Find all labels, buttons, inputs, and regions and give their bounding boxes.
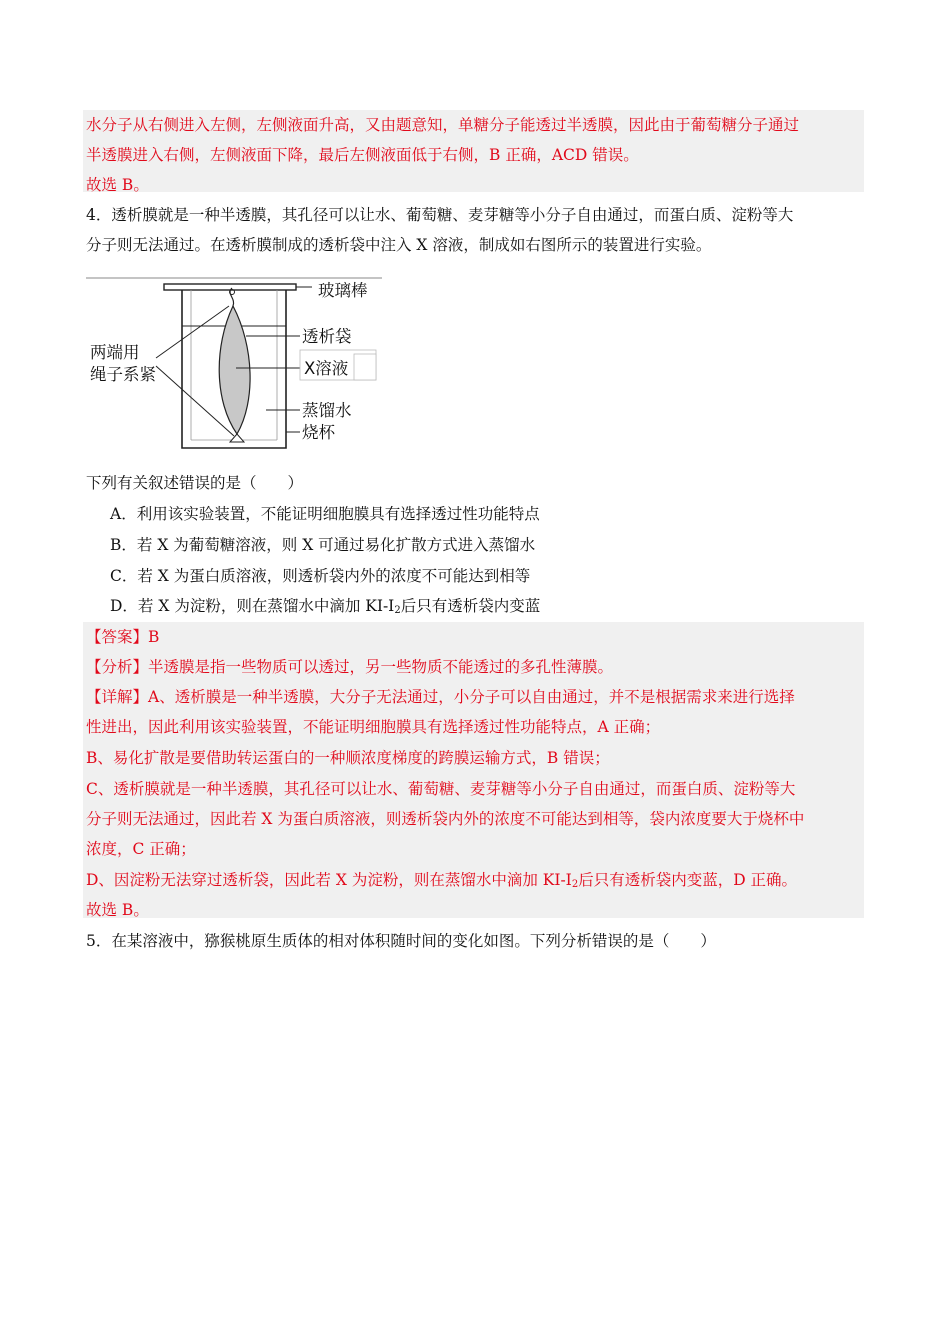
- q4-option-a: A．利用该实验装置，不能证明细胞膜具有选择透过性功能特点: [110, 505, 540, 523]
- q4-conclusion: 故选 B。: [86, 901, 149, 919]
- glass-rod-label: 玻璃棒: [318, 281, 368, 300]
- x-solution-label: X溶液: [304, 359, 349, 378]
- dialysis-apparatus-figure: [86, 276, 386, 456]
- q5-stem: 5．在某溶液中，猕猴桃原生质体的相对体积随时间的变化如图。下列分析错误的是（ ）: [86, 932, 716, 950]
- q4-detail-line-4: C、透析膜就是一种半透膜，其孔径可以让水、葡萄糖、麦芽糖等小分子自由通过，而蛋白质、淀粉等大: [86, 780, 796, 798]
- q4-question: 下列有关叙述错误的是（ ）: [86, 474, 304, 492]
- q4-option-d-text-end: 后只有透析袋内变蓝: [400, 597, 541, 615]
- prev-detail-line-1: 水分子从右侧进入左侧，左侧液面升高，又由题意知，单糖分子能透过半透膜，因此由于葡萄糖分子通过: [86, 116, 800, 134]
- q4-answer: 【答案】B: [86, 628, 160, 646]
- tied-ends-label-2: 绳子系紧: [90, 365, 156, 384]
- q4-detail-line-7: [86, 870, 797, 895]
- q4-stem-line-1: 4．透析膜就是一种半透膜，其孔径可以让水、葡萄糖、麦芽糖等小分子自由通过，而蛋白质、淀粉等大: [86, 206, 794, 224]
- distilled-water-label: 蒸馏水: [302, 401, 352, 420]
- beaker-label: 烧杯: [302, 423, 335, 442]
- q4-detail-line-6: 浓度，C 正确；: [86, 840, 196, 858]
- q4-option-d-subscript: 2: [394, 605, 401, 616]
- prev-conclusion: 故选 B。: [86, 176, 149, 194]
- q4-detail-7-text: D、因淀粉无法穿过透析袋，因此若 X 为淀粉，则在蒸馏水中滴加 KI-I: [86, 871, 572, 889]
- q4-detail-line-2: 性进出，因此利用该实验装置，不能证明细胞膜具有选择透过性功能特点，A 正确；: [86, 718, 661, 736]
- q4-detail-7-subscript: 2: [571, 879, 579, 890]
- glass-rod-shape: [164, 284, 296, 290]
- q4-detail-line-5: 分子则无法通过，因此若 X 为蛋白质溶液，则透析袋内外的浓度不可能达到相等，袋内浓度要大于烧杯中: [86, 810, 805, 828]
- q4-detail-line-3: B、易化扩散是要借助转运蛋白的一种顺浓度梯度的跨膜运输方式，B 错误；: [86, 749, 610, 767]
- q4-detail-line-1: 【详解】A、透析膜是一种半透膜，大分子无法通过，小分子可以自由通过，并不是根据需求来进行选择: [86, 688, 795, 706]
- prev-detail-line-2: 半透膜进入右侧，左侧液面下降，最后左侧液面低于右侧，B 正确，ACD 错误。: [86, 146, 639, 164]
- dialysis-bag-label: 透析袋: [302, 327, 352, 346]
- q4-option-d-text: D．若 X 为淀粉，则在蒸馏水中滴加 KI-I: [110, 597, 395, 615]
- dialysis-bag-shape: [219, 306, 250, 434]
- q4-detail-7-text-end: 后只有透析袋内变蓝，D 正确。: [578, 871, 798, 889]
- q4-stem-line-2: 分子则无法通过。在透析膜制成的透析袋中注入 X 溶液，制成如右图所示的装置进行实验。: [86, 236, 712, 254]
- tied-ends-label-1: 两端用: [90, 343, 140, 362]
- q4-option-b: B．若 X 为葡萄糖溶液，则 X 可通过易化扩散方式进入蒸馏水: [110, 536, 536, 554]
- q4-analysis: 【分析】半透膜是指一些物质可以透过，另一些物质不能透过的多孔性薄膜。: [86, 658, 614, 676]
- q4-option-d: [110, 596, 540, 621]
- dialysis-diagram: [86, 276, 386, 456]
- q4-option-c: C．若 X 为蛋白质溶液，则透析袋内外的浓度不可能达到相等: [110, 567, 531, 585]
